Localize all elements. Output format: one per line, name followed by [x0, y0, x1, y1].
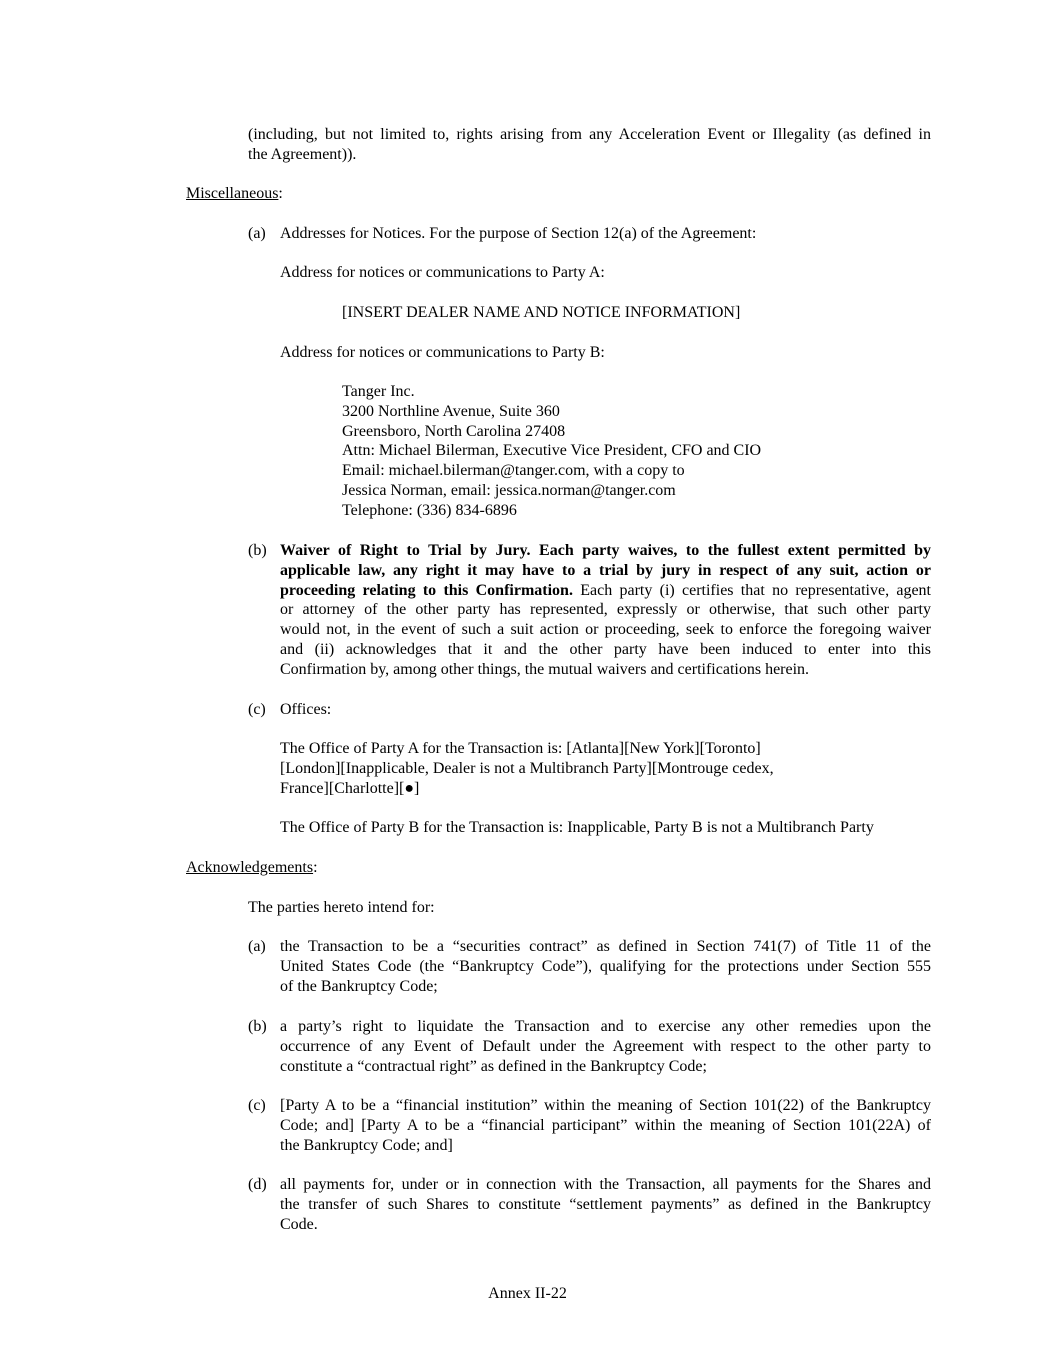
- ack-line: of the Bankruptcy Code;: [280, 977, 438, 995]
- misc-a-text: Addresses for Notices. For the purpose of Section 12(a) of the Agreement:: [280, 225, 757, 242]
- misc-c-label: (c): [248, 701, 266, 718]
- waiver-line: or attorney of the other party has represented, expressly or otherwise, that such other party: [280, 601, 931, 619]
- waiver-bold-text: proceeding relating to this Confirmation.: [280, 581, 573, 599]
- ack-line: occurrence of any Event of Default under the Agreement with respect to the other party to: [280, 1037, 931, 1055]
- ack-c-label: (c): [248, 1097, 266, 1114]
- intro-paragraph: [248, 125, 931, 165]
- address-line: 3200 Northline Avenue, Suite 360: [342, 402, 560, 420]
- address-line: Jessica Norman, email: jessica.norman@tanger.com: [342, 481, 676, 499]
- ack-b-paragraph: [280, 1017, 931, 1076]
- ack-line: Code.: [280, 1215, 318, 1233]
- ack-line: a party’s right to liquidate the Transaction and to exercise any other remedies upon the: [280, 1018, 931, 1035]
- ack-line: Code; and] [Party A to be a “financial participant” within the meaning of Section 101(22A) of: [280, 1116, 931, 1134]
- ack-heading-text: Acknowledgements: [186, 859, 314, 876]
- party-a-notice-address: [INSERT DEALER NAME AND NOTICE INFORMATION]: [342, 304, 741, 321]
- office-line: The Office of Party A for the Transaction is: [Atlanta][New York][Toronto]: [280, 740, 761, 757]
- ack-line: the Transaction to be a “securities contract” as defined in Section 741(7) of Title 11 of the: [280, 938, 931, 955]
- party-a-office: [280, 739, 774, 798]
- address-line: Greensboro, North Carolina 27408: [342, 422, 566, 440]
- misc-b-paragraph: [280, 541, 931, 680]
- office-line: [London][Inapplicable, Dealer is not a Multibranch Party][Montrouge cedex,: [280, 759, 774, 777]
- intro-line: the Agreement)).: [248, 145, 357, 163]
- misc-a-label: (a): [248, 225, 266, 242]
- waiver-line: would not, in the event of such a suit action or proceeding, seek to enforce the foregoing waiver: [280, 621, 931, 639]
- ack-b-label: (b): [248, 1018, 267, 1035]
- address-line: Attn: Michael Bilerman, Executive Vice President, CFO and CIO: [342, 442, 762, 460]
- ack-d-paragraph: [280, 1175, 931, 1234]
- waiver-line: and (ii) acknowledges that it and the other party have been induced to enter into this: [280, 640, 931, 658]
- waiver-line: Confirmation by, among other things, the mutual waivers and certifications herein.: [280, 660, 810, 678]
- page-footer: Annex II-22: [488, 1285, 567, 1302]
- ack-a-label: (a): [248, 938, 266, 955]
- address-line: Email: michael.bilerman@tanger.com, with a copy to: [342, 462, 685, 480]
- ack-line: the transfer of such Shares to constitute “settlement payments” as defined in the Bankruptcy: [280, 1195, 931, 1213]
- misc-heading-colon: :: [278, 185, 283, 202]
- misc-b-label: (b): [248, 542, 267, 559]
- misc-c-text: Offices:: [280, 701, 332, 718]
- misc-heading: [186, 184, 283, 204]
- ack-d-label: (d): [248, 1176, 267, 1193]
- waiver-bold-text: Waiver of Right to Trial by Jury. Each party waives, to the fullest extent permitted by: [280, 542, 931, 559]
- address-line: Tanger Inc.: [342, 383, 415, 400]
- party-b-office: The Office of Party B for the Transaction is: Inapplicable, Party B is not a Multibranch Party: [280, 819, 874, 836]
- waiver-text: Each party (i) certifies that no representative, agent: [572, 581, 932, 599]
- ack-line: all payments for, under or in connection with the Transaction, all payments for the Shares and: [280, 1176, 931, 1193]
- party-b-notice-address: [342, 382, 761, 521]
- ack-line: constitute a “contractual right” as defined in the Bankruptcy Code;: [280, 1057, 707, 1075]
- ack-c-paragraph: [280, 1096, 931, 1155]
- ack-heading-colon: :: [313, 859, 318, 876]
- ack-heading: [186, 858, 318, 878]
- intro-line: (including, but not limited to, rights arising from any Acceleration Event or Illegality (as defined in: [248, 126, 931, 143]
- ack-line: United States Code (the “Bankruptcy Code”), qualifying for the protections under Section 555: [280, 957, 931, 975]
- ack-line: [Party A to be a “financial institution” within the meaning of Section 101(22) of the Bankruptcy: [280, 1097, 931, 1114]
- ack-intro: The parties hereto intend for:: [248, 899, 435, 916]
- party-a-notice-intro: Address for notices or communications to Party A:: [280, 264, 605, 281]
- ack-line: the Bankruptcy Code; and]: [280, 1136, 453, 1154]
- waiver-bold-text: applicable law, any right it may have to a trial by jury in respect of any suit, action or: [280, 561, 931, 579]
- address-line: Telephone: (336) 834-6896: [342, 501, 517, 519]
- office-line: France][Charlotte][●]: [280, 779, 420, 797]
- ack-a-paragraph: [280, 937, 931, 996]
- misc-heading-text: Miscellaneous: [186, 185, 279, 202]
- party-b-notice-intro: Address for notices or communications to Party B:: [280, 344, 605, 361]
